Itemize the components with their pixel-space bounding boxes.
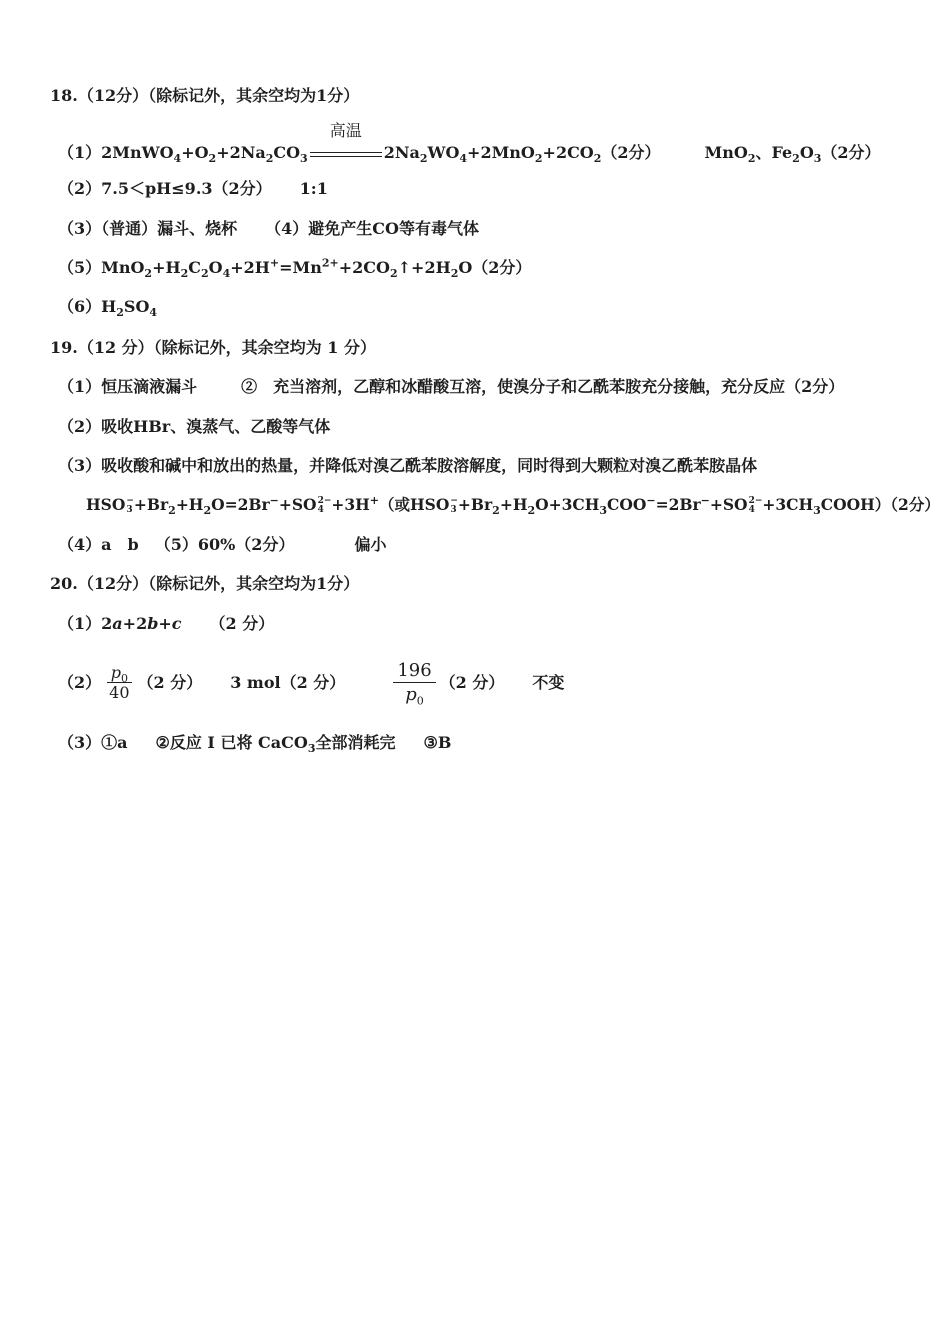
q18-part3-4 — [58, 219, 479, 239]
q20-part3: （3）①a ②反应 I 已将 CaCO$_3$全部消耗完 ③B — [58, 733, 452, 756]
q18-part3: （3）（普通）漏斗、烧杯 — [58, 219, 238, 238]
q19-part1-b: ② 充当溶剂，乙醇和冰醋酸互溶，使溴分子和乙酰苯胺充分接触，充分反应（2分） — [241, 377, 845, 396]
q19-part2: （2）吸收HBr、溴蒸气、乙酸等气体 — [58, 417, 331, 436]
reaction-condition-label: 高温 — [329, 121, 362, 140]
reaction-condition-arrow — [310, 121, 382, 163]
q19-header: 19.（12 分）（除标记外，其余空均为 1 分） — [50, 338, 376, 357]
q19-part3: （3）吸收酸和碱中和放出的热量，并降低对溴乙酰苯胺溶解度，同时得到大颗粒对溴乙酰苯胺晶体 — [58, 456, 758, 475]
q18-header: 18.（12分）（除标记外，其余空均为1分） — [50, 86, 360, 105]
q19-part5-b: 偏小 — [354, 535, 387, 554]
q20-fraction-196-over-p0: $\frac{196}{p_0}$ — [393, 660, 435, 707]
q20-part1: （1）2a+2b+c （2 分） — [58, 614, 275, 633]
q18-part2-ratio: 1:1 — [299, 179, 328, 198]
q18-part1-answer2: MnO$_2$、$Fe_2O_3(2$分） — [704, 143, 881, 166]
q18-eq-right: $2Na_2WO_4+2MnO_2+2CO_2$ — [383, 143, 602, 166]
q19-part1-a: （1）恒压滴液漏斗 — [58, 377, 198, 396]
q19-part5: （5）60%（2分） — [154, 535, 295, 554]
q18-part1-score: （2分） — [601, 143, 661, 162]
q20-part2: （2） $\frac{p_0}{40}$ （2 分） 3 mol（2 分） $\frac{196}{p_0}$ （2 分） 不变 — [58, 660, 565, 708]
q18-part1 — [58, 121, 881, 166]
q18-part6: $(6)H_2SO_4$ — [58, 297, 158, 320]
q19-part1 — [58, 377, 844, 397]
q19-part3-equation: HSO − 3 $+Br_2+H_2O=2Br^-+SO$ 2− 4 +3H+（或HSO − 3 $+Br_2+H_2O+3CH_3COO^-=2Br^-+SO$ 2− 4 $+3CH_3COOH)(2$分） — [86, 493, 940, 518]
q18-part2 — [58, 179, 328, 199]
q19-part4-5 — [58, 535, 386, 555]
q18-part4: （4）避免产生CO等有毒气体 — [265, 219, 479, 238]
q20-header: 20.（12分）（除标记外，其余空均为1分） — [50, 574, 360, 593]
q19-part4: （4）a b — [58, 535, 139, 554]
q18-part5: $(5)MnO_2+H_2C_2O_4+2H^+=Mn^{2+}+2CO_2↑+2H_2O(2$分） — [58, 256, 532, 281]
q18-part1-label: （1） — [58, 143, 102, 162]
q18-eq-left: $2MnWO_4+O_2+2Na_2CO_3$ — [101, 143, 308, 166]
q18-part2-text: （2）7.5＜pH≤9.3（2分） — [58, 179, 272, 198]
q20-fraction-p0-over-40: $\frac{p_0}{40}$ — [105, 664, 133, 703]
